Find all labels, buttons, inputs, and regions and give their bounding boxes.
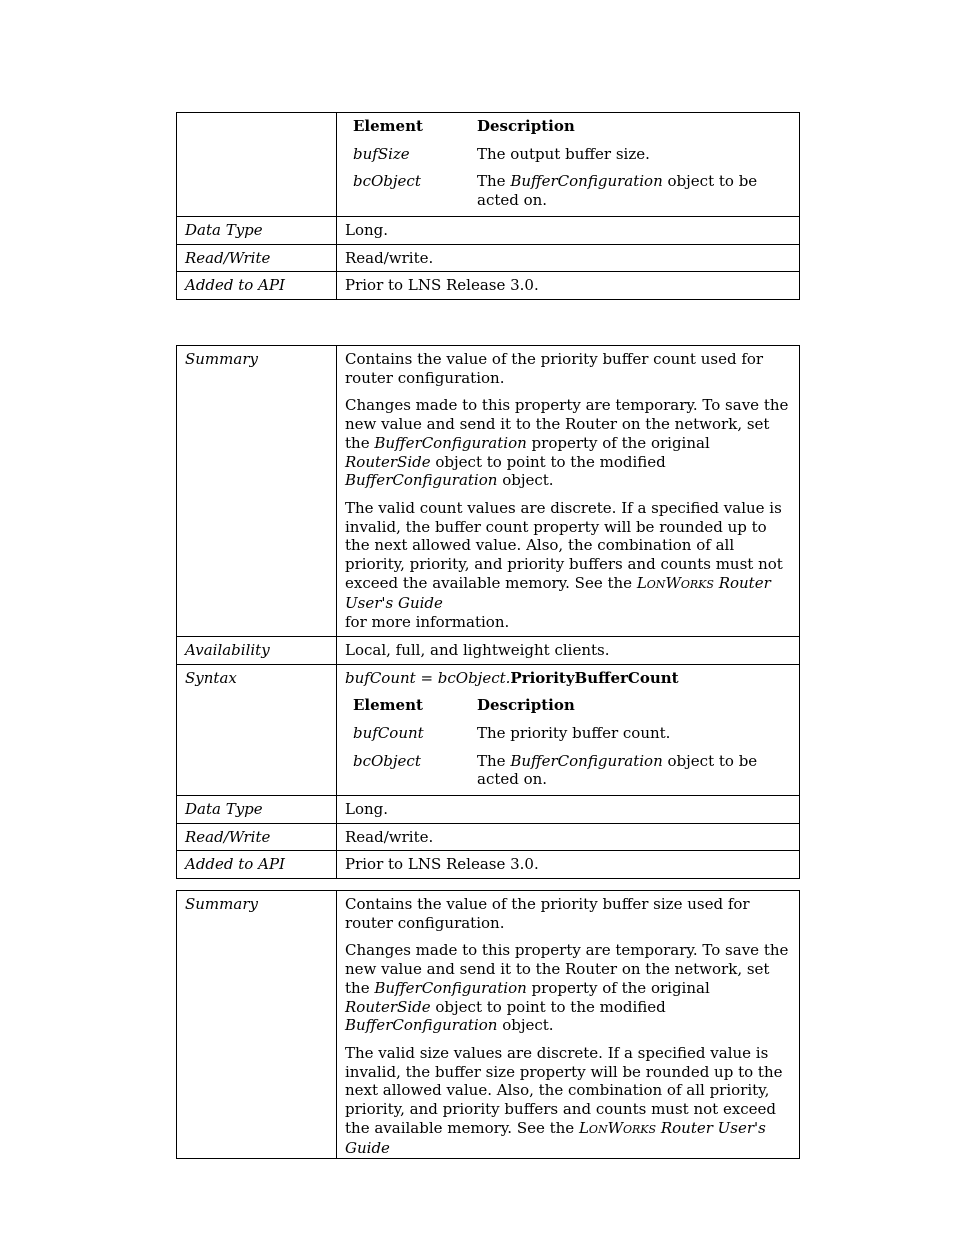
property-table-priority-buffer-size [176, 890, 800, 1159]
element-description: The BufferConfiguration object to be acted on. [477, 172, 758, 210]
summary-value [337, 346, 800, 637]
element-name: bufSize [353, 144, 410, 163]
description-header: Description [477, 117, 575, 135]
element-description: The BufferConfiguration object to be acted on. [477, 751, 758, 789]
element-header: Element [353, 117, 423, 135]
property-table-priority-buffer-count [176, 345, 800, 879]
data-type-value: Long. [337, 796, 800, 824]
element-description: The priority buffer count. [477, 723, 671, 742]
empty-label-cell [177, 113, 337, 217]
element-header: Element [353, 696, 423, 715]
summary-paragraph: Contains the value of the priority buffer size used for router configuration. [345, 895, 750, 932]
property-table-buffer-size-continued [176, 112, 800, 300]
data-type-label: Data Type [177, 796, 337, 824]
description-header: Description [477, 696, 575, 715]
table-row [345, 172, 791, 209]
availability-label: Availability [177, 636, 337, 664]
data-type-value: Long. [337, 216, 800, 244]
table-row [345, 145, 791, 173]
syntax-line: bufCount = bcObject.PriorityBufferCount [345, 668, 679, 687]
added-to-api-label: Added to API [177, 851, 337, 879]
added-to-api-label: Added to API [177, 272, 337, 300]
summary-paragraph: Changes made to this property are temporary. To save the new value and send it to the Router on the network, set the BufferConfiguration property of the original RouterSide object to point to the modified BufferConfiguration object. [345, 396, 789, 490]
syntax-label: Syntax [177, 664, 337, 796]
element-name: bcObject [353, 751, 421, 770]
summary-paragraph: Changes made to this property are temporary. To save the new value and send it to the Router on the network, set the BufferConfiguration property of the original RouterSide object to point to the modified BufferConfiguration object. [345, 941, 789, 1035]
read-write-label: Read/Write [177, 823, 337, 851]
element-name: bcObject [353, 172, 421, 191]
syntax-element-cell [337, 113, 800, 217]
availability-value: Local, full, and lightweight clients. [337, 636, 800, 664]
added-to-api-value: Prior to LNS Release 3.0. [337, 272, 800, 300]
read-write-label: Read/Write [177, 244, 337, 272]
summary-label: Summary [177, 346, 337, 637]
element-description-table [345, 117, 791, 210]
read-write-value: Read/write. [337, 823, 800, 851]
data-type-label: Data Type [177, 216, 337, 244]
element-name: bufCount [353, 723, 424, 742]
added-to-api-value: Prior to LNS Release 3.0. [337, 851, 800, 879]
summary-paragraph: The valid size values are discrete. If a specified value is invalid, the buffer size property will be rounded up to the next allowed value. Also, the combination of all priority, priority, and priority buffers and counts must not exceed the available memory. See the LONWORKS Router User's Guide [345, 1043, 783, 1158]
element-description-table [345, 696, 791, 789]
table-row [345, 752, 791, 789]
table-row [345, 724, 791, 752]
syntax-value [337, 664, 800, 796]
summary-paragraph: Contains the value of the priority buffer count used for router configuration. [345, 350, 764, 387]
summary-value [337, 891, 800, 1159]
summary-label: Summary [177, 891, 337, 1159]
element-description: The output buffer size. [477, 144, 650, 163]
read-write-value: Read/write. [337, 244, 800, 272]
summary-paragraph: The valid count values are discrete. If a specified value is invalid, the buffer count property will be rounded up to the next allowed value. Also, the combination of all priority, priority, and priority buffers and counts must not exceed the available memory. See the LONWORKS Router User's Guide for more information. [345, 498, 783, 632]
